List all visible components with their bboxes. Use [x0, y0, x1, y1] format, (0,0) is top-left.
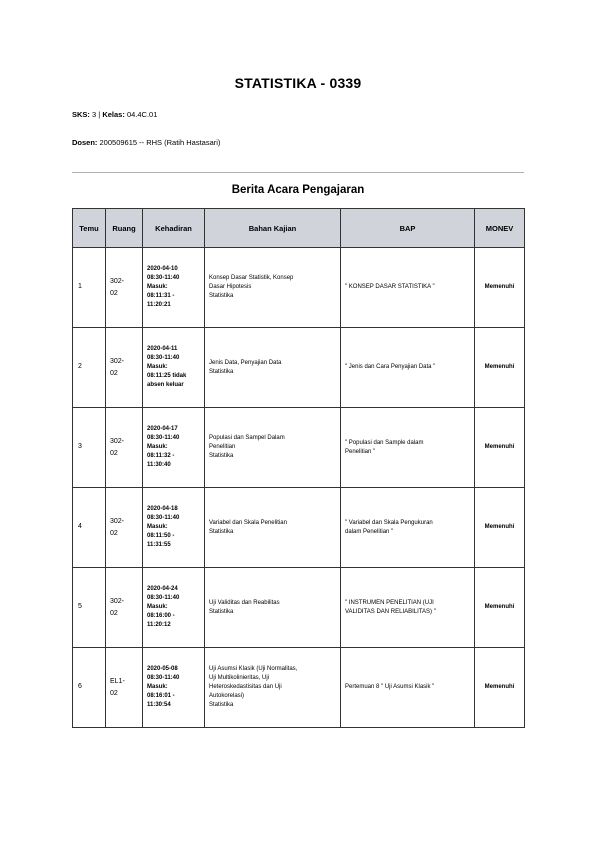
bahan-line: Statistika — [209, 528, 234, 535]
bahan-kajian-cell — [205, 328, 341, 408]
kehadiran-cell — [143, 568, 205, 648]
kehadiran-line: 2020-05-08 — [147, 666, 178, 672]
ruang-line: 302- — [110, 438, 125, 446]
course-info — [72, 110, 157, 119]
kehadiran-line: Masuk: — [147, 684, 168, 690]
sks-label: SKS: — [72, 110, 90, 119]
bahan-line: Variabel dan Skala Penelitian — [209, 519, 287, 526]
dosen-label: Dosen: — [72, 138, 98, 147]
temu-cell: 5 — [73, 568, 106, 648]
kehadiran-line: 08:16:00 - — [147, 613, 175, 619]
kehadiran-line: absen keluar — [147, 382, 184, 388]
sks-value: 3 — [92, 110, 97, 119]
monev-cell: Memenuhi — [475, 568, 525, 648]
monev-cell: Memenuhi — [475, 648, 525, 728]
separator: | — [98, 110, 101, 119]
kehadiran-line: Masuk: — [147, 284, 168, 290]
kehadiran-cell — [143, 408, 205, 488]
col-ruang: Ruang — [106, 209, 143, 248]
bap-line: VALIDITAS DAN RELIABILITAS) " — [345, 608, 436, 615]
bahan-kajian-cell — [205, 648, 341, 728]
monev-cell: Memenuhi — [475, 328, 525, 408]
bap-line: " Jenis dan Cara Penyajian Data " — [345, 364, 436, 370]
kehadiran-cell — [143, 248, 205, 328]
kehadiran-line: 11:30:40 — [147, 462, 171, 468]
divider — [72, 172, 524, 173]
kehadiran-line: 08:11:31 - — [147, 293, 175, 299]
bahan-line: Statistika — [209, 453, 234, 459]
monev-cell: Memenuhi — [475, 408, 525, 488]
section-title: Berita Acara Pengajaran — [231, 184, 365, 196]
bahan-line: Statistika — [209, 368, 234, 375]
lecturer-info — [72, 138, 220, 147]
bap-line: " INSTRUMEN PENELITIAN (UJI — [345, 599, 434, 606]
bahan-line: Penelitian — [209, 444, 236, 450]
kehadiran-line: 11:20:12 — [147, 622, 171, 628]
ruang-cell — [106, 568, 143, 648]
ruang-line: 302- — [110, 278, 125, 286]
ruang-line: 02 — [110, 529, 118, 537]
bahan-line: Uji Validitas dan Reabilitas — [209, 599, 280, 606]
kehadiran-line: 08:30-11:40 — [147, 515, 180, 521]
ruang-line: 302- — [110, 598, 125, 606]
bahan-kajian-cell — [205, 248, 341, 328]
bap-cell — [341, 328, 475, 408]
table-row — [73, 568, 525, 648]
table-header-row — [73, 209, 525, 248]
bahan-kajian-cell — [205, 488, 341, 568]
kehadiran-line: 08:16:01 - — [147, 693, 175, 699]
kehadiran-line: 08:11:25 tidak — [147, 373, 187, 379]
bap-line: dalam Penelitian " — [345, 528, 394, 535]
ruang-line: 02 — [110, 689, 118, 697]
ruang-cell — [106, 328, 143, 408]
kehadiran-line: 2020-04-10 — [147, 266, 178, 272]
kehadiran-line: 2020-04-24 — [147, 586, 178, 592]
bap-line: " KONSEP DASAR STATISTIKA " — [345, 284, 435, 290]
kelas-value: 04.4C.01 — [126, 110, 158, 119]
kehadiran-line: 08:30-11:40 — [147, 275, 180, 281]
monev-cell: Memenuhi — [475, 248, 525, 328]
table-body — [73, 248, 525, 728]
kehadiran-line: Masuk: — [147, 364, 168, 370]
kelas-label: Kelas: — [102, 110, 125, 119]
kehadiran-line: 2020-04-18 — [147, 506, 178, 512]
ruang-line: 302- — [110, 518, 125, 526]
bap-line: Penelitian " — [345, 448, 376, 455]
ruang-line: EL1- — [110, 678, 125, 686]
col-kehadiran: Kehadiran — [143, 209, 205, 248]
table-row — [73, 408, 525, 488]
ruang-cell — [106, 248, 143, 328]
bahan-line: Populasi dan Sampel Dalam — [209, 435, 285, 441]
temu-cell: 6 — [73, 648, 106, 728]
kehadiran-line: 08:30-11:40 — [147, 355, 180, 361]
bahan-line: Jenis Data, Penyajian Data — [209, 359, 282, 366]
ruang-cell — [106, 648, 143, 728]
kehadiran-line: 08:11:32 - — [147, 453, 175, 459]
ruang-line: 302- — [110, 358, 125, 366]
bap-cell — [341, 568, 475, 648]
bahan-kajian-cell — [205, 408, 341, 488]
bap-cell — [341, 488, 475, 568]
bap-cell — [341, 648, 475, 728]
bahan-line: Konsep Dasar Statistik, Konsep — [209, 275, 294, 281]
temu-cell: 3 — [73, 408, 106, 488]
kehadiran-line: 08:30-11:40 — [147, 435, 180, 441]
ruang-cell — [106, 488, 143, 568]
bahan-line: Statistika — [209, 608, 234, 615]
bap-line: Pertemuan 8 " Uji Asumsi Klasik " — [345, 684, 435, 690]
kehadiran-line: 11:20:21 — [147, 302, 171, 308]
ruang-cell — [106, 408, 143, 488]
bap-table — [72, 208, 525, 728]
ruang-line: 02 — [110, 289, 118, 297]
kehadiran-line: 08:11:50 - — [147, 533, 175, 539]
monev-cell: Memenuhi — [475, 488, 525, 568]
kehadiran-line: Masuk: — [147, 524, 168, 530]
col-temu: Temu — [73, 209, 106, 248]
bahan-line: Statistika — [209, 702, 234, 708]
temu-cell: 1 — [73, 248, 106, 328]
table-row — [73, 328, 525, 408]
table-row — [73, 648, 525, 728]
table-row — [73, 488, 525, 568]
kehadiran-line: 08:30-11:40 — [147, 595, 180, 601]
kehadiran-line: 2020-04-11 — [147, 346, 178, 352]
page-title: STATISTIKA - 0339 — [234, 75, 362, 91]
bahan-line: Autokorelasi) — [209, 693, 245, 699]
kehadiran-cell — [143, 648, 205, 728]
bap-line: " Variabel dan Skala Pengukuran — [345, 519, 433, 526]
col-monev: MONEV — [475, 209, 525, 248]
bap-line: " Populasi dan Sample dalam — [345, 439, 424, 446]
kehadiran-line: Masuk: — [147, 444, 168, 450]
kehadiran-line: 11:30:54 — [147, 702, 171, 708]
col-bap: BAP — [341, 209, 475, 248]
kehadiran-line: 11:31:55 — [147, 542, 171, 548]
kehadiran-cell — [143, 328, 205, 408]
kehadiran-line: 08:30-11:40 — [147, 675, 180, 681]
dosen-value: 200509615 -- RHS (Ratih Hastasari) — [99, 138, 221, 147]
bahan-line: Dasar Hipotesis — [209, 284, 252, 290]
bap-cell — [341, 248, 475, 328]
kehadiran-line: 2020-04-17 — [147, 426, 178, 432]
table-row — [73, 248, 525, 328]
ruang-line: 02 — [110, 609, 118, 617]
bahan-line: Uji Asumsi Klasik (Uji Normalitas, — [209, 666, 298, 672]
ruang-line: 02 — [110, 369, 118, 377]
bahan-line: Statistika — [209, 293, 234, 299]
temu-cell: 2 — [73, 328, 106, 408]
col-bahan-kajian: Bahan Kajian — [205, 209, 341, 248]
bahan-kajian-cell — [205, 568, 341, 648]
temu-cell: 4 — [73, 488, 106, 568]
kehadiran-line: Masuk: — [147, 604, 168, 610]
bap-cell — [341, 408, 475, 488]
ruang-line: 02 — [110, 449, 118, 457]
bahan-line: Heteroskedastisitas dan Uji — [209, 684, 282, 690]
bahan-line: Uji Multikolinieritas, Uji — [209, 675, 270, 681]
kehadiran-cell — [143, 488, 205, 568]
